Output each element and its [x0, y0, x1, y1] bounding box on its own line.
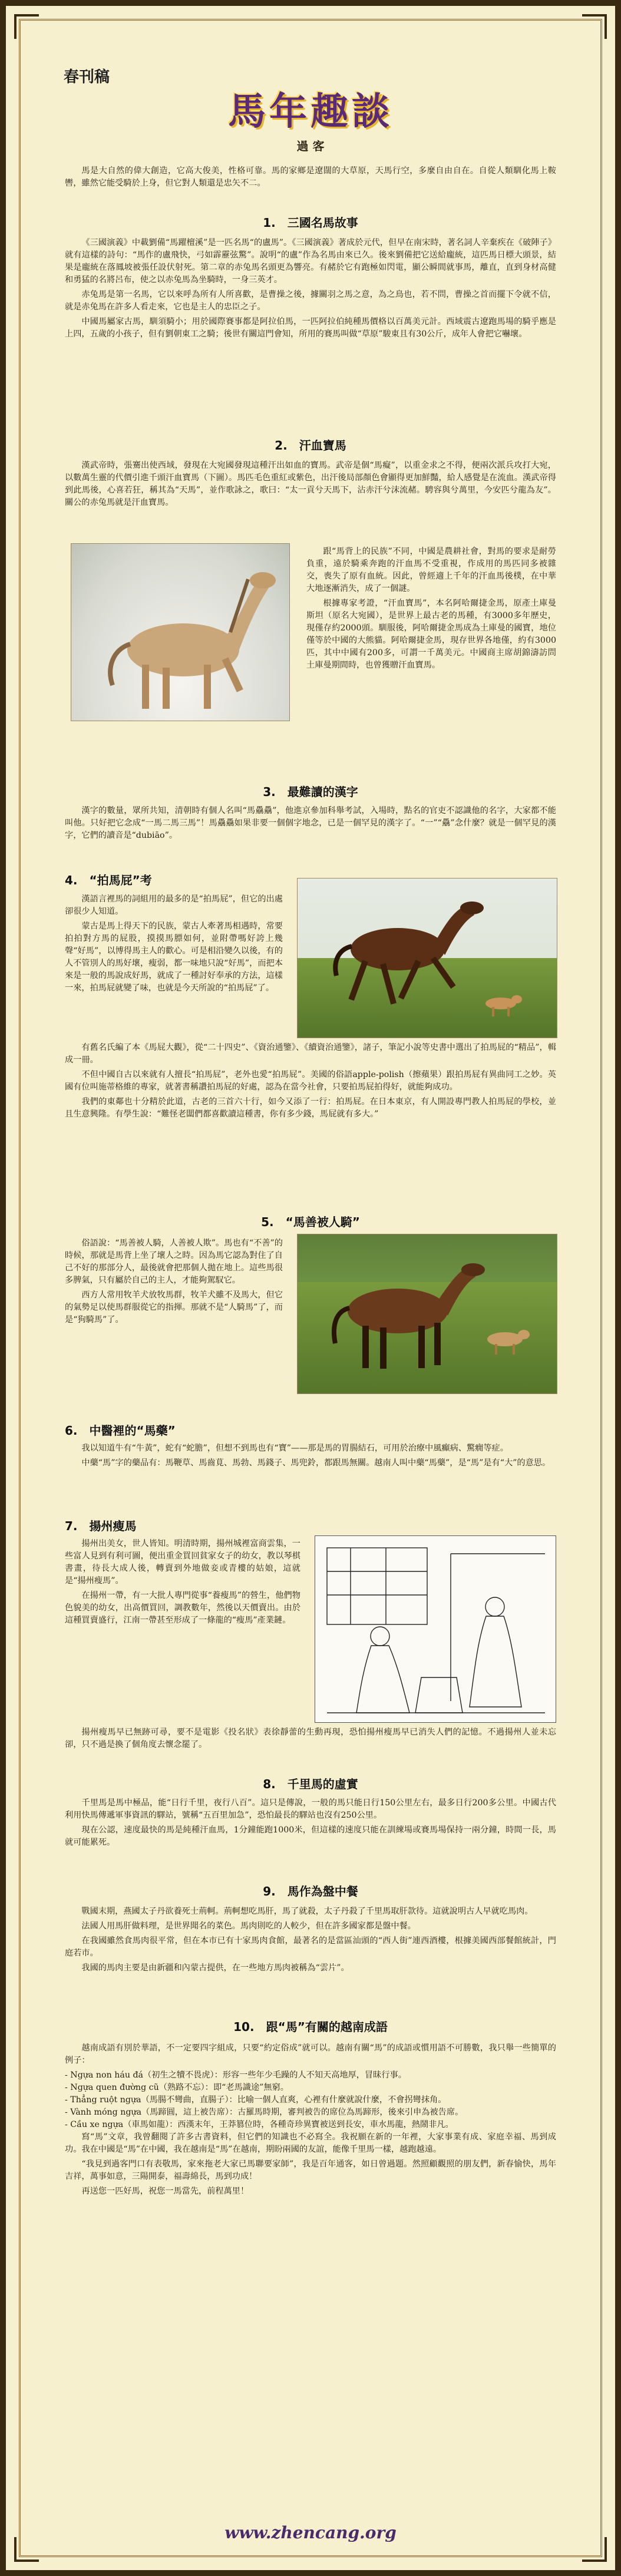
section-5-body-left	[65, 1237, 283, 1329]
section-7-body	[65, 1726, 556, 1753]
running-horse-dog-photo	[297, 878, 557, 1038]
corner-ornament-top-right	[582, 14, 607, 39]
idiom-list	[65, 2069, 556, 2131]
heading-section-7: 7. 揚州瘦馬	[65, 1519, 137, 1533]
paragraph: 西方人常用牧羊犬放牧馬群，牧羊犬雖不及馬大，但它的氣勢足以使馬群服從它的指揮。那就不是“人騎馬”了，而是“狗騎馬”了。	[65, 1290, 283, 1325]
heading-section-5: 5. “馬善被人騎”	[261, 1215, 360, 1229]
paragraph: 我以知道牛有“牛黃”，蛇有“蛇膽”，但想不到馬也有“寶”——那是馬的胃腸結石，可用於治療中風癲病、驚癇等症。	[81, 1444, 508, 1453]
paragraph: 赤兔馬是第一名馬，它以來呼為所有人所喜歡，是曹操之後，據關羽之馬之意，為之鳥也，若不問，曹操之首而擺下令就不信，就是赤兔馬在許多人看走來，它也是主人的忠臣之子。	[65, 290, 556, 312]
paragraph: 在揚州一帶，有一大批人專門從事“養瘦馬”的營生，他們物色貌美的幼女，出高價買回，調教數年，然後以天價賣出。由於這種買賣盛行，江南一帶甚至形成了一條龍的“瘦馬”產業鏈。	[65, 1591, 300, 1625]
heading-section-8: 8. 千里馬的虛實	[263, 1777, 358, 1791]
section-1-body	[65, 237, 556, 343]
paragraph: 現在公認，速度最快的馬是純種汗血馬，1分鐘能跑1000米，但這樣的速度只能在訓練場或賽馬場保持一兩分鐘，時間一長，馬就可能累死。	[65, 1825, 556, 1847]
heading-section-4: 4. “拍馬屁”考	[65, 873, 152, 887]
paragraph: 中藥“馬”字的藥品有：馬鞭草、馬齒莧、馬勃、馬錢子、馬兜鈴，都跟馬無關。越南人叫中藥“馬藥”，是“馬”是有“大”的意思。	[81, 1458, 551, 1468]
horse-illustration	[71, 544, 289, 721]
heading-section-6: 6. 中醫裡的“馬藥”	[65, 1424, 176, 1438]
intro-paragraph: 馬是大自然的偉大創造，它高大俊美，性格可靠。馬的家鄉是遼闊的大草原，天馬行空，多麼自由自在。自從人類馴化馬上鞍轡，雖然它能受騎於上身，但它對人類還是忠矢不二。	[65, 166, 556, 188]
paragraph: 法國人用馬肝做料理，是世界聞名的菜色。馬肉則吃的人較少，但在許多國家都是盤中餐。	[81, 1921, 416, 1931]
section-10-body	[65, 2042, 556, 2200]
section-3-body	[65, 805, 556, 844]
section-2-body-right	[306, 546, 556, 674]
paragraph: 我們的東鄰也十分精於此道，古老的三首六十行，如今又添了一行：拍馬屁。在日本東京，有人開設專門教人拍馬屁的學校，並且生意興隆。有學生說：“難怪老闆們都喜歡讀這種書，你有多少錢，馬屁就有多大。”	[65, 1097, 556, 1119]
site-footer-link[interactable]: www.zhencang.org	[224, 2523, 397, 2542]
issue-label: 春刊稿	[64, 68, 110, 86]
section-4-body	[65, 1042, 556, 1123]
horse-and-dog-photo	[297, 1234, 557, 1394]
section-6-body	[65, 1442, 556, 1472]
paragraph: 在我國雖然食馬肉很平常，但在本市已有十家馬肉食館，最著名的是當區汕頭的“西人街”連西酒樓，根據美國西部餐館統計，門庭若市。	[65, 1936, 556, 1958]
standing-horse-illustration	[298, 1234, 557, 1393]
paragraph: 漢字的數量，眾所共知，清朝時有個人名叫“馬驫驫”，他進京參加科舉考試，入場時，點名的官吏不認識他的名字，大家都不能叫他。只好把它念成“一馬二馬三馬”！馬驫驫如果非要一個個字地念，已是一個罕見的漢字了。“一”“驫”念什麼？就是一個罕見的漢字，它們的讀音是“dubiāo”。	[65, 806, 556, 840]
article-title: 馬年趣談	[228, 90, 393, 134]
list-item: - Thẳng ruột ngựa（馬腸不彎曲，直腸子）：比喻一個人直爽，心裡有什麼就說什麼，不會拐彎抹角。	[65, 2095, 447, 2105]
white-horse-photo	[71, 543, 290, 721]
list-item: - Ngựa non háu đá（初生之犢不畏虎）：形容一些年少毛躁的人不知天高地厚，冒昧行事。	[65, 2070, 407, 2080]
heading-section-3: 3. 最難讀的漢字	[263, 785, 358, 799]
paragraph: “我見到過客門口有表敬馬，家來拖老大家已馬聯要家師”，我是百年通客，如日曾過題。然照顧觀照的朋友們，新春愉快，馬年吉祥，萬事如意，三陽開泰，福壽綿長，馬到功成！	[65, 2159, 556, 2181]
paragraph: 越南成語有別於華語，不一定要四字組成，只要“約定俗成”就可以。越南有關“馬”的成語或慣用語不可勝數，我只舉一些簡單的例子：	[65, 2043, 556, 2065]
heading-section-1: 1. 三國名馬故事	[263, 216, 358, 230]
paragraph: 俗語說：“馬善被人騎，人善被人欺”。馬也有“不善”的時候，那就是馬背上坐了壞人之時。因為馬它認為對住了自己不好的那部分人，最後就會把那個人拋在地上。這些馬很多脾氣，只有屬於自己的主人，才能夠駕馭它。	[65, 1239, 283, 1285]
ink-drawing-yangzhou	[315, 1535, 556, 1723]
paragraph: 根據專家考證，“汗血寶馬”，本名阿哈爾捷金馬，原產土庫曼斯坦（原名大宛國），是世界上最古老的馬種，有3000多年歷史，現僅存約2000頭。馴服後，阿哈爾捷金馬成為土庫曼的國寶，地位僅等於中國的大熊貓。阿哈爾捷金馬，現存世界各地僅，約有3000匹，其中中國有200多，可謂一千萬美元。中國商主席胡錦濤訪問土庫曼期間時，也曾獲贈汗血寶馬。	[306, 599, 556, 670]
paragraph: 千里馬是馬中極品，能“日行千里，夜行八百”。這只是傳說，一般的馬只能日行150公里左右，最多日行200多公里。中國古代利用快馬傳遞軍事資訊的驛站，號稱“五百里加急”，恐怕最長的驛站也沒有250公里。	[65, 1798, 556, 1820]
paragraph: 中國馬屬家古馬，馴須騎小；用於國際賽事都是阿拉伯馬，一匹阿拉伯純種馬價格以百萬美元計。西域震古遼跑馬場的騎乎應是上四，五歲的小孩子，但有劉朝東工之騎；後世有關這門會知，所用的賽馬叫做“草原”駿東且有30公斤，成年人會把它嚇壞。	[65, 317, 556, 339]
paragraph: 漢武帝時，張騫出使西域，發現在大宛國發現這種汗出如血的寶馬。武帝是個“馬癡”，以重金求之不得，便兩次派兵攻打大宛，以數萬生靈的代價引進千頭汗血寶馬（下圖）。馬匹毛色重紅或紫色，出汗後局部顏色會顯得更加鮮豔，給人感覺是在流血。漢武帝得到此馬後，心喜若狂，稱其為“天馬”，並作歌詠之，歌曰：“太一貢兮天馬下，沾赤汗兮沫流赭。騁容與兮萬里，今安匹兮龍為友”。關公的赤兔馬就是汗血寶馬。	[65, 461, 556, 507]
section-4-body-left	[65, 893, 283, 997]
paragraph: 寫“馬”文章，我曾翻閱了許多古書資料，但它們的知識也不必寫全。我祝願在新的一年裡，大家事業有成、家庭幸福、馬到成功。我在中國是“馬”在中國，我在越南是“馬”在越南，期盼兩國的友誼，能像千里馬一樣，越跑越遠。	[65, 2132, 556, 2154]
heading-section-9: 9. 馬作為盤中餐	[263, 1884, 358, 1898]
paragraph: 再送您一匹好馬，祝您一馬當先，前程萬里！	[81, 2187, 249, 2196]
women-illustration	[315, 1536, 556, 1722]
corner-ornament-top-left	[14, 14, 39, 39]
paragraph: 不但中國自古以來就有人擅長“拍馬屁”，老外也愛“拍馬屁”。美國的俗語apple-polish（擦蘋果）跟拍馬屁有異曲同工之妙。英國有位叫施蒂格維的專家，就著書稱讚拍馬屁的好處，認為在當今社會，只要拍馬屁拍得好，就能夠成功。	[65, 1070, 556, 1092]
horse-and-dog-illustration	[298, 879, 557, 1038]
paragraph: 揚州出美女，世人皆知。明清時期，揚州城裡富商雲集，一些富人見到有利可圖，便出重金買回貧家女子的幼女，教以琴棋書畫，待長大成人後，轉賣到外地做妾或青樓的姑娘，這就是“揚州瘦馬”。	[65, 1539, 300, 1586]
paragraph: 《三國演義》中載劉備“馬躍檀溪”是一匹名馬“的盧馬”。《三國演義》著成於元代，但早在南宋時，著名詞人辛棄疾在《破陣子》就有這樣的詩句：“馬作的盧飛快，弓如霹靂弦驚”。說明“的盧”作為名馬由來已久。後來劉備把它送給龐統，這匹馬日標大頭景，結果是龐統在落鳳坡被張任設伏射死。第二章的赤兔馬名頭更為響亮。有赭於它有跑極如閃電，顯公瞬間就事馬，離直，直到身材高健和勇猛的名將呂布，使之以赤兔馬為坐騎時，一身三英才。	[65, 238, 556, 285]
paragraph: 跟“馬背上的民族”不同，中國是農耕社會，對馬的要求是耐勞負重，遠於騎乘奔跑的汗血馬不受重視，作成用的馬匹同多被雜交，喪失了原有血統。因此，曾經適上千年的汗血馬後樸，在中華大地逐漸消失，成了一個謎。	[306, 547, 556, 593]
paragraph: 揚州瘦馬早已無跡可尋，要不是電影《投名狀》表徐靜蕾的生動再現，恐怕揚州瘦馬早已消失人們的記憶。不過揚州人並未忘卻，只不過是換了個角度去懷念罷了。	[65, 1728, 556, 1749]
section-9-body	[65, 1905, 556, 1977]
paragraph: 蒙古是馬上得天下的民族，蒙古人牽著馬相遇時，常要拍拍對方馬的屁股，摸摸馬膘如何，並附帶嗎好誇上幾聲“好馬”，以博得馬主人的歡心。可是相沿變久以後，有的人不管別人的馬好壞，瘦弱，都一味地只說“好馬”，而把本來是一般的馬說成好馬，就成了一種討好奉承的方法，這樣一來，拍馬屁就變了味，也就是今天所說的“拍馬屁”了。	[65, 922, 283, 993]
list-item: - Ngựa quen đường cũ（熟路不忘）：即“老馬識途”無窮。	[65, 2083, 289, 2092]
paragraph: 有舊名氏編了本《馬屁大觀》，從“二十四史”、《資治通鑒》、《續資治通鑒》，諸子，筆記小說等史書中選出了拍馬屁的“精品”，輯成一冊。	[65, 1043, 556, 1065]
section-8-body	[65, 1797, 556, 1851]
section-2-body-top	[65, 460, 556, 511]
heading-section-10: 10. 跟“馬”有關的越南成語	[233, 2020, 388, 2034]
paragraph: 戰國末期，燕國太子丹欲養死士荊軻。荊軻想吃馬肝，馬了就殺，太子丹殺了千里馬取肝款待。這就說明古人早就吃馬肉。	[81, 1907, 533, 1916]
section-7-body-left	[65, 1538, 300, 1629]
paragraph: 我國的馬肉主要是由新疆和內蒙古提供，在一些地方馬肉被稱為“雲片”。	[81, 1963, 349, 1973]
author-name: 過 客	[296, 139, 325, 153]
paragraph: 漢語言裡馬的詞組用的最多的是“拍馬屁”，但它的出處卻很少人知道。	[65, 894, 283, 916]
heading-section-2: 2. 汗血寶馬	[275, 438, 346, 453]
list-item: - Cầu xe ngựa（車馬如龍）：西漢末年，王莽篡位時，各種奇珍異寶被送到長安，車水馬龍，熱鬧非凡。	[65, 2120, 454, 2129]
list-item: - Vành móng ngựa（馬蹄圓，這上被告席）：古羅馬時期，審判被告的席位為馬蹄形，後來引申為被告席。	[65, 2108, 464, 2117]
